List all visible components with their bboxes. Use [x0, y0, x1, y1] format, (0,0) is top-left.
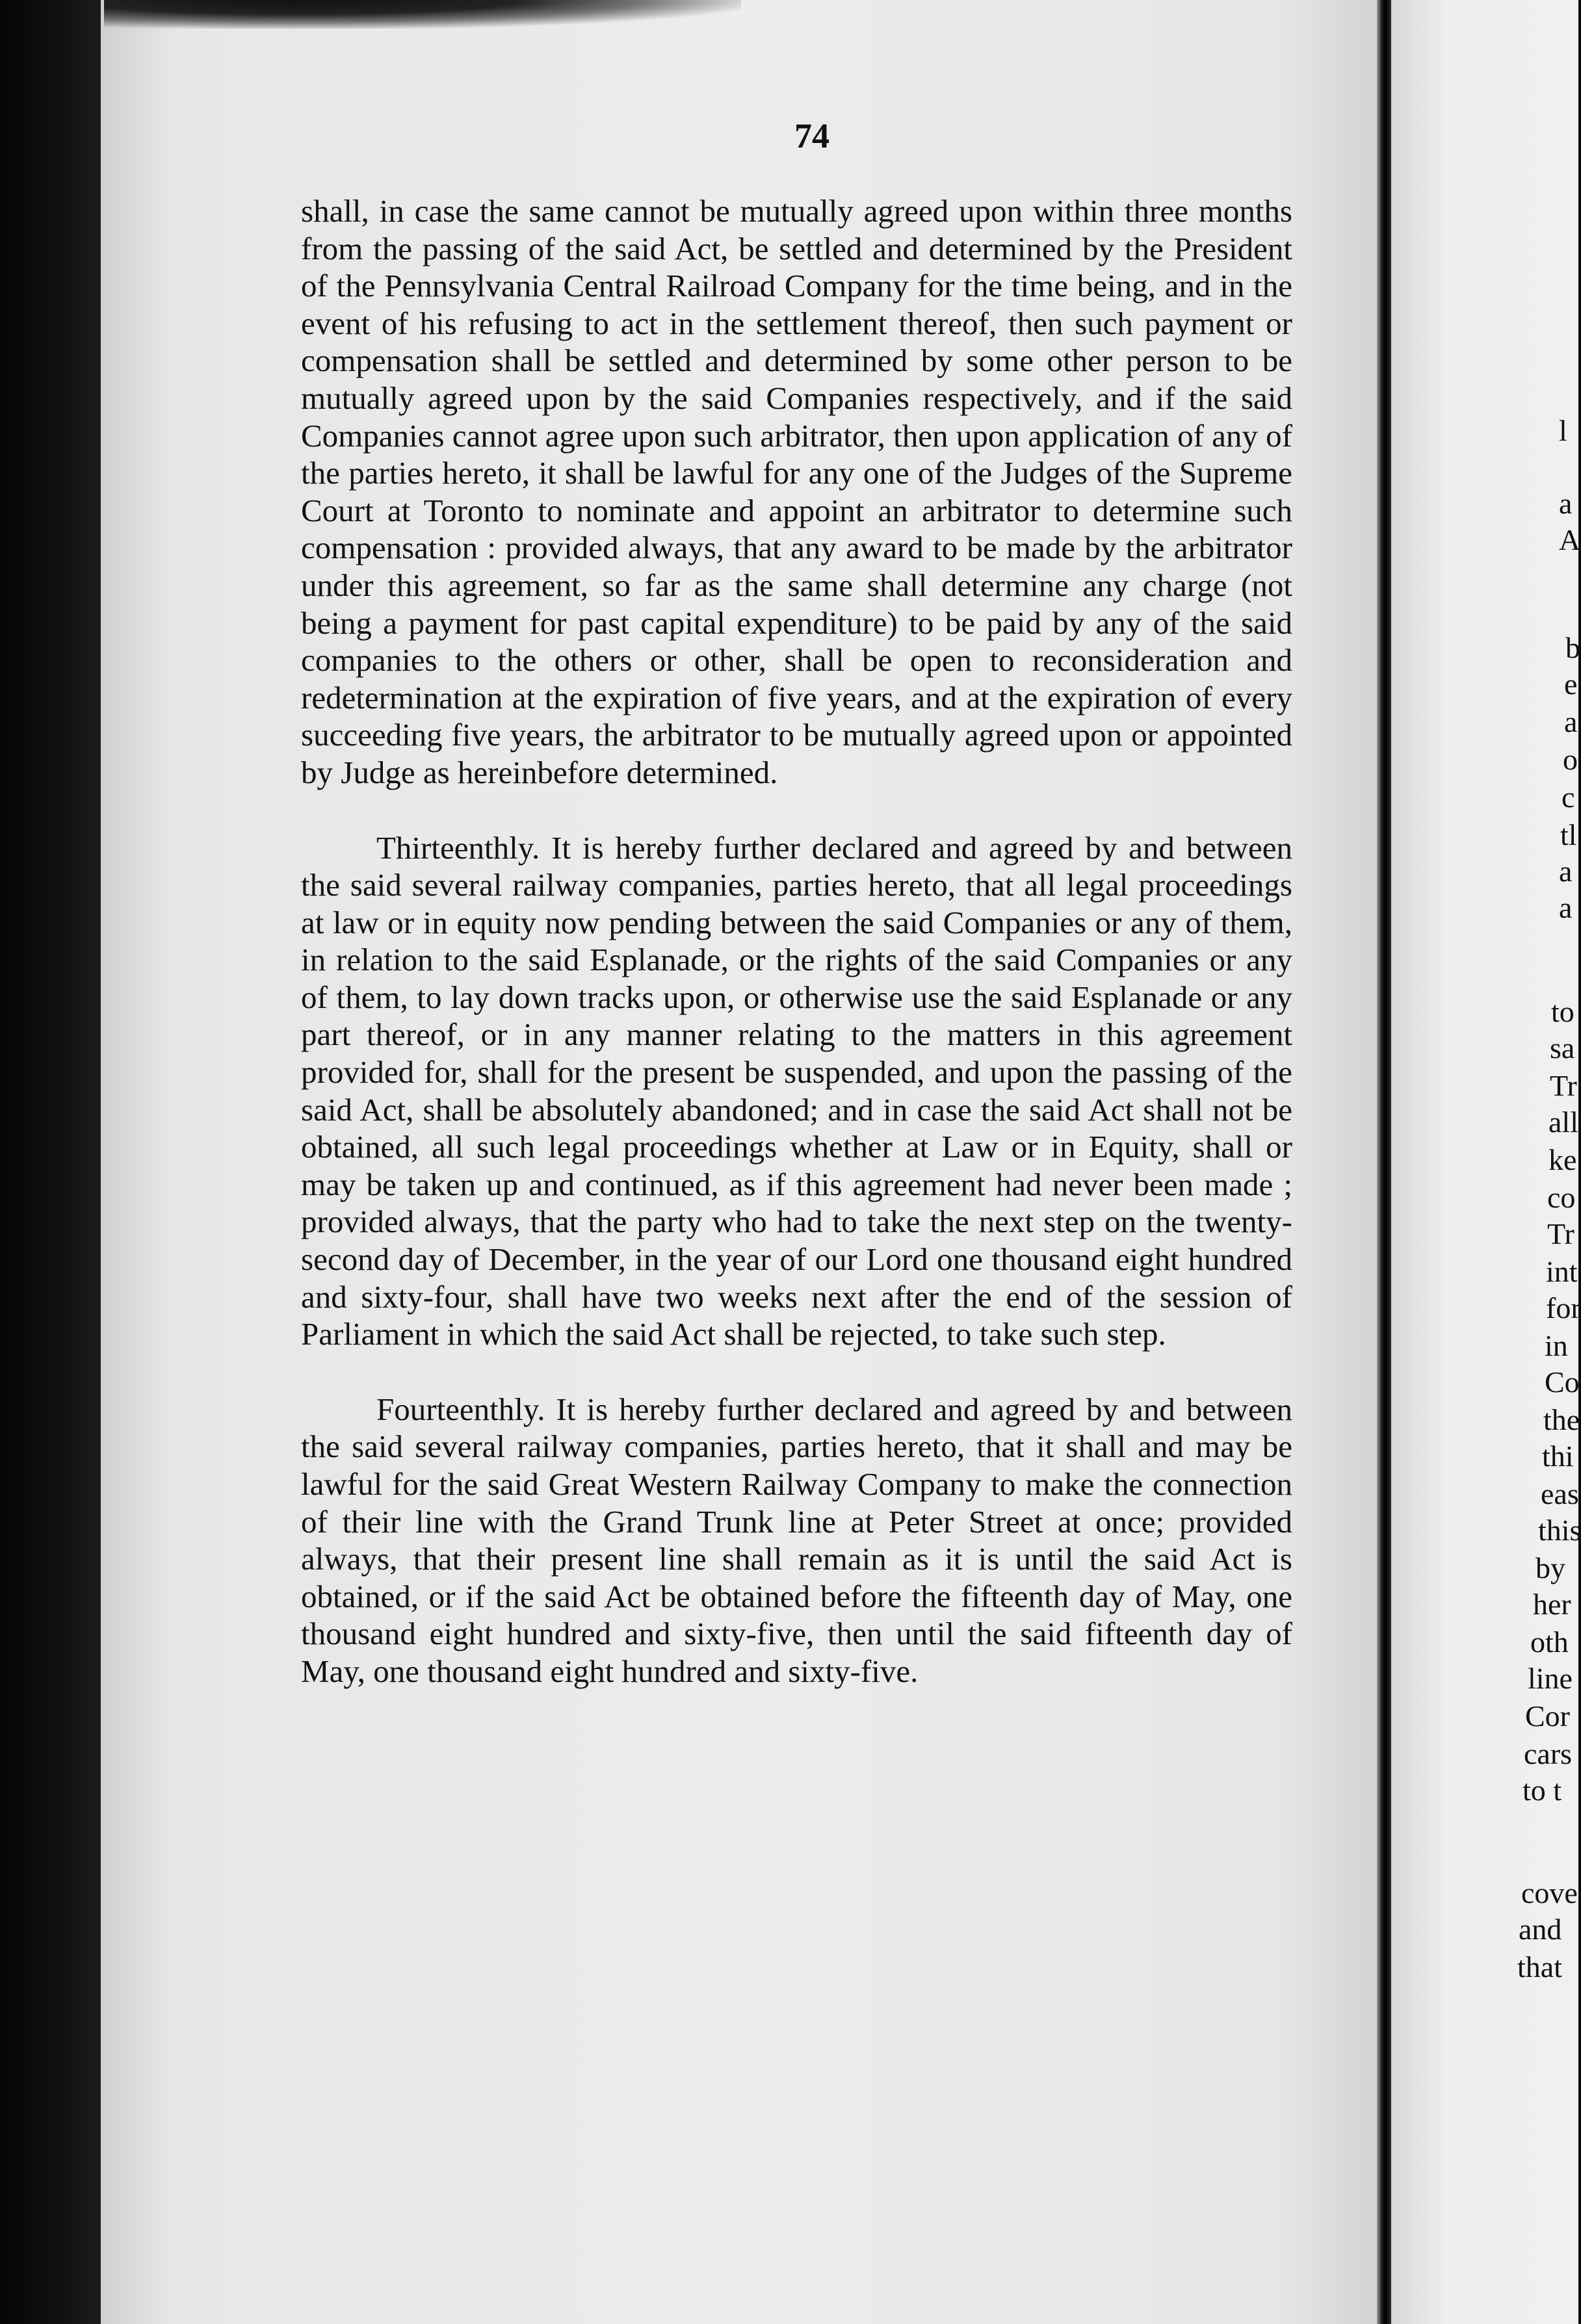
- adjacent-fragment: and: [1519, 1913, 1562, 1946]
- adjacent-fragment: int: [1546, 1255, 1578, 1288]
- adjacent-fragment: line: [1528, 1662, 1573, 1695]
- adjacent-fragment: ke: [1548, 1143, 1577, 1176]
- adjacent-fragment: to: [1551, 995, 1574, 1028]
- adjacent-fragment: a: [1564, 705, 1578, 738]
- adjacent-fragment: co: [1547, 1181, 1576, 1214]
- adjacent-fragment: all: [1548, 1105, 1578, 1139]
- page-gutter: [1377, 0, 1391, 2324]
- adjacent-fragment: a: [1559, 891, 1573, 924]
- adjacent-fragment: c: [1561, 781, 1575, 814]
- adjacent-fragment: cove: [1521, 1876, 1578, 1909]
- adjacent-fragment: by: [1535, 1551, 1565, 1584]
- adjacent-fragment: Tr: [1550, 1069, 1577, 1102]
- body-text: [301, 192, 1292, 1690]
- scan-ink-blot: [104, 0, 741, 29]
- adjacent-fragment: a: [1559, 855, 1573, 888]
- adjacent-fragment: eas: [1541, 1477, 1579, 1510]
- adjacent-fragment: A: [1559, 523, 1581, 556]
- paragraph-thirteenthly: Thirteenthly. It is hereby further declared and agreed by and between the said several railway companies, parties hereto, that all legal proceedings at law or in equity now pending between the said Companies or any of them, in relation to the said Esplanade, or the rights of the said Companies or any of them, to lay down tracks upon, or otherwise use the said Esplanade or any part thereof, or in any manner relating to the matters in this agreement provided for, shall for the present be suspended, and upon the passing of the said Act, shall be absolutely abandoned; and in case the said Act shall not be obtained, all such legal proceedings whether at Law or in Equity, shall or may be taken up and continued, as if this agreement had never been made ; provided always, that the party who had to take the next step on the twenty-second day of December, in the year of our Lord one thousand eight hundred and sixty-four, shall have two weeks next after the end of the session of Parliament in which the said Act shall be rejected, to take such step.: [301, 829, 1292, 1352]
- adjacent-fragment: to t: [1522, 1774, 1562, 1807]
- adjacent-fragment: o: [1563, 743, 1578, 776]
- adjacent-fragment: a: [1559, 487, 1573, 520]
- adjacent-fragment: the: [1543, 1403, 1580, 1436]
- adjacent-fragment: l: [1559, 414, 1567, 447]
- adjacent-fragment: Cor: [1525, 1699, 1570, 1733]
- adjacent-fragment: e: [1564, 667, 1578, 701]
- adjacent-fragment: for: [1546, 1291, 1581, 1324]
- adjacent-fragment: oth: [1530, 1625, 1569, 1659]
- page-number: 74: [794, 116, 830, 155]
- adjacent-fragment: in: [1545, 1329, 1568, 1362]
- adjacent-fragment: sa: [1550, 1031, 1575, 1065]
- adjacent-fragment: her: [1533, 1588, 1571, 1621]
- adjacent-fragment: b: [1565, 631, 1580, 664]
- adjacent-fragment: tl: [1560, 818, 1577, 851]
- adjacent-fragment: cars: [1524, 1737, 1573, 1770]
- left-binding-margin: [0, 0, 104, 2324]
- adjacent-fragment: that: [1517, 1950, 1562, 1983]
- adjacent-fragment: thi: [1542, 1440, 1574, 1473]
- paragraph-continuation: shall, in case the same cannot be mutually agreed upon within three months from the passing of the said Act, be settled and determined by the President of the Pennsylvania Central Railroad Company for the time being, and in the event of his refusing to act in the settlement thereof, then such payment or compensation shall be settled and determined by some other person to be mutually agreed upon by the said Companies respectively, and if the said Companies cannot agree upon such arbitrator, then upon application of any of the parties hereto, it shall be lawful for any one of the Judges of the Supreme Court at Toronto to nominate and appoint an arbitrator to determine such compensation : provided always, that any award to be made by the arbitrator under this agreement, so far as the same shall determine any charge (not being a payment for past capital expenditure) to be paid by any of the said companies to the others or other, shall be open to reconsideration and redetermination at the expiration of five years, and at the expiration of every succeeding five years, the arbitrator to be mutually agreed upon or appointed by Judge as hereinbefore determined.: [301, 193, 1292, 790]
- adjacent-fragment: this: [1538, 1514, 1581, 1547]
- adjacent-fragment: Co: [1545, 1365, 1580, 1399]
- paragraph-fourteenthly: Fourteenthly. It is hereby further declared and agreed by and between the said several railway companies, parties hereto, that it shall and may be lawful for the said Great Western Railway Company to make the connection of their line with the Grand Trunk line at Peter Street at once; provided always, that their present line shall remain as it is until the said Act is obtained, or if the said Act be obtained before the fifteenth day of May, one thousand eight hundred and sixty-five, then until the said fifteenth day of May, one thousand eight hundred and sixty-five.: [301, 1391, 1292, 1689]
- adjacent-fragment: Tr: [1547, 1217, 1574, 1250]
